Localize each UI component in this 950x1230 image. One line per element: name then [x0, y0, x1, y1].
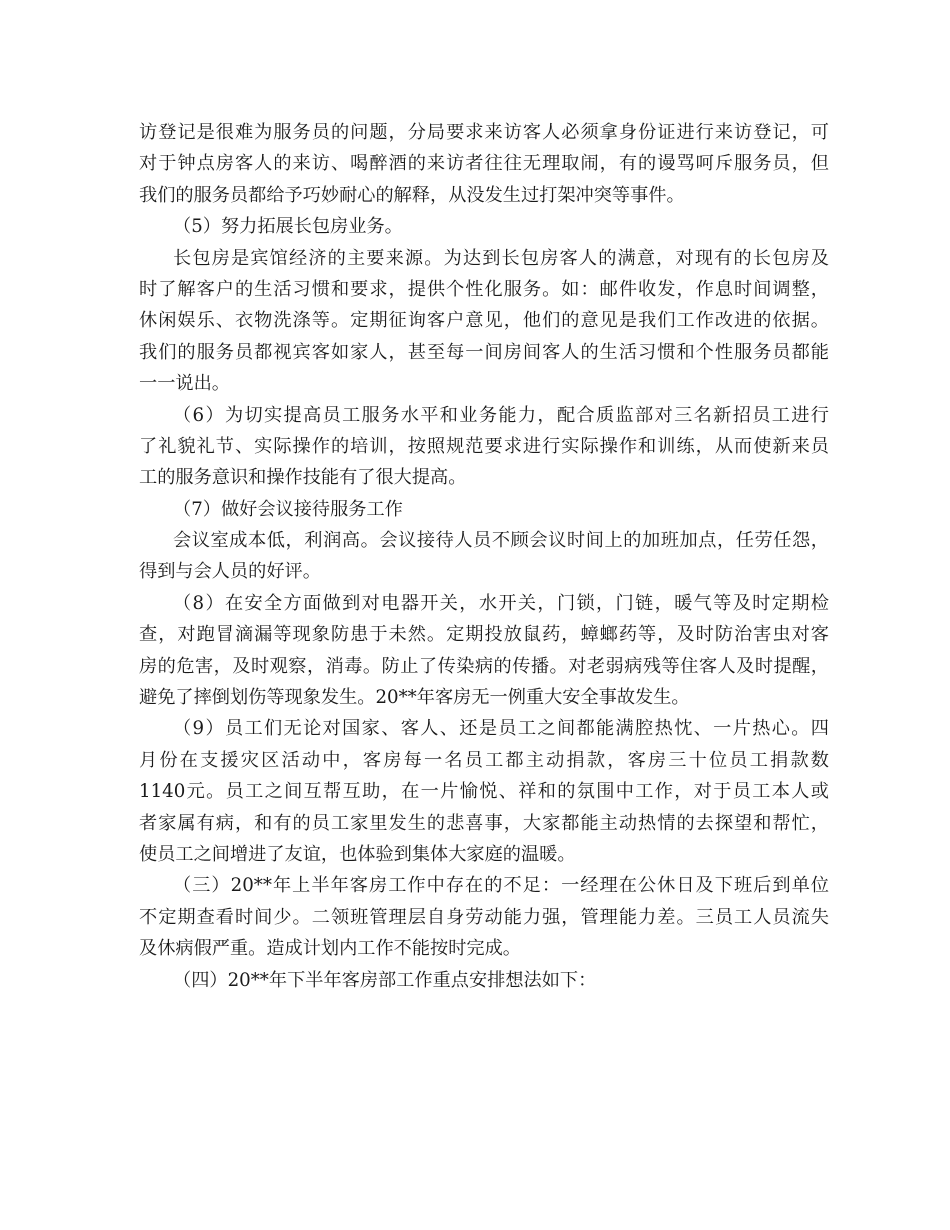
text-line: 房的危害，及时观察，消毒。防止了传染病的传播。对老弱病残等住客人及时提醒，	[139, 655, 829, 677]
text-line: 使员工之间增进了友谊，也体验到集体大家庭的温暖。	[139, 843, 576, 865]
text-line: 对于钟点房客人的来访、喝醉酒的来访者往往无理取闹，有的谩骂呵斥服务员，但	[139, 153, 829, 175]
text-line: 避免了摔倒划伤等现象发生。20**年客房无一例重大安全事故发生。	[139, 687, 690, 709]
text-line: （9）员工们无论对国家、客人、还是员工之间都能满腔热忱、一片热心。四	[173, 718, 829, 740]
text-line: 休闲娱乐、衣物洗涤等。定期征询客户意见，他们的意见是我们工作改进的依据。	[139, 310, 829, 332]
text-line: 月份在支援灾区活动中，客房每一名员工都主动捐款，客房三十位员工捐款数	[139, 749, 829, 771]
text-line: 我们的服务员都给予巧妙耐心的解释，从没发生过打架冲突等事件。	[139, 184, 685, 206]
text-line: （8）在安全方面做到对电器开关，水开关，门锁，门链，暖气等及时定期检	[173, 592, 829, 614]
text-line: 长包房是宾馆经济的主要来源。为达到长包房客人的满意，对现有的长包房及	[173, 247, 829, 269]
text-line: 工的服务意识和操作技能有了很大提高。	[139, 467, 467, 489]
text-line: 会议室成本低，利润高。会议接待人员不顾会议时间上的加班加点，任劳任怨，	[173, 530, 829, 552]
section-heading: （四）20**年下半年客房部工作重点安排想法如下：	[173, 969, 597, 991]
text-line: 得到与会人员的好评。	[139, 561, 321, 583]
section-heading: （5）努力拓展长包房业务。	[173, 216, 403, 238]
text-line: 者家属有病，和有的员工家里发生的悲喜事，大家都能主动热情的去探望和帮忙，	[139, 812, 829, 834]
text-line: 不定期查看时间少。二领班管理层自身劳动能力强，管理能力差。三员工人员流失	[139, 906, 829, 928]
section-heading: （7）做好会议接待服务工作	[173, 498, 403, 520]
text-line: 一一说出。	[139, 373, 230, 395]
text-line: 访登记是很难为服务员的问题，分局要求来访客人必须拿身份证进行来访登记，可	[139, 122, 829, 143]
text-line: 我们的服务员都视宾客如家人，甚至每一间房间客人的生活习惯和个性服务员都能	[139, 341, 829, 363]
text-line: 了礼貌礼节、实际操作的培训，按照规范要求进行实际操作和训练，从而使新来员	[139, 435, 829, 457]
text-line: 查，对跑冒滴漏等现象防患于未然。定期投放鼠药，蟑螂药等，及时防治害虫对客	[139, 624, 829, 646]
text-line: 及休病假严重。造成计划内工作不能按时完成。	[139, 938, 521, 960]
text-line: 时了解客户的生活习惯和要求，提供个性化服务。如：邮件收发，作息时间调整，	[139, 278, 829, 300]
body-text	[139, 117, 829, 996]
text-line: （三）20**年上半年客房工作中存在的不足：一经理在公休日及下班后到单位	[173, 875, 829, 897]
text-line: （6）为切实提高员工服务水平和业务能力，配合质监部对三名新招员工进行	[173, 404, 829, 426]
text-line: 1140元。员工之间互帮互助，在一片愉悦、祥和的氛围中工作，对于员工本人或	[139, 781, 829, 803]
